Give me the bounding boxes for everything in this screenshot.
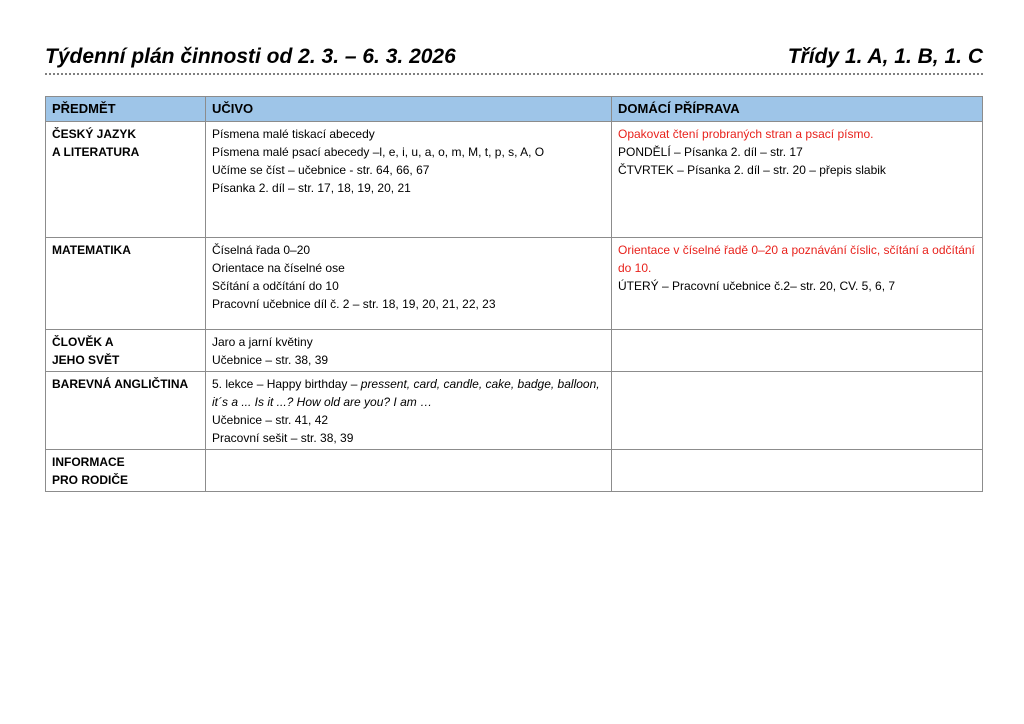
page-title: Týdenní plán činnosti od 2. 3. – 6. 3. 2026 [45, 45, 456, 68]
content-cell [206, 450, 612, 492]
content-line: Písanka 2. díl – str. 17, 18, 19, 20, 21 [212, 181, 411, 195]
table-row [46, 330, 983, 372]
subject-line: MATEMATIKA [52, 243, 131, 257]
homework-cell [612, 330, 983, 372]
content-line: Písmena malé tiskací abecedy [212, 127, 375, 141]
content-line: Učebnice – str. 38, 39 [212, 353, 329, 367]
table-row [46, 122, 983, 238]
content-line: Jaro a jarní květiny [212, 335, 313, 349]
column-header-content: UČIVO [206, 97, 612, 122]
lesson-vocabulary: pressent, card, candle, cake, badge, balloon, it´s a ... Is it ...? How old are you? I am … [212, 377, 600, 409]
content-line: Pracovní sešit – str. 38, 39 [212, 431, 354, 445]
homework-highlight: Opakovat čtení probraných stran a psací písmo. [618, 127, 874, 141]
heading-divider [45, 73, 983, 75]
homework-cell [612, 122, 983, 238]
subject-line: JEHO SVĚT [52, 353, 120, 367]
subject-cell [46, 372, 206, 450]
homework-cell [612, 238, 983, 330]
table-row [46, 450, 983, 492]
content-cell [206, 122, 612, 238]
homework-line: ČTVRTEK – Písanka 2. díl – str. 20 – přepis slabik [618, 163, 886, 177]
homework-line: PONDĚLÍ – Písanka 2. díl – str. 17 [618, 145, 803, 159]
subject-line: PRO RODIČE [52, 473, 129, 487]
content-cell [206, 330, 612, 372]
content-line: Písmena malé psací abecedy –l, e, i, u, a, o, m, M, t, p, s, A, O [212, 145, 545, 159]
subject-cell [46, 450, 206, 492]
content-cell [206, 238, 612, 330]
homework-cell [612, 450, 983, 492]
subject-line: ČLOVĚK A [52, 335, 114, 349]
homework-cell [612, 372, 983, 450]
subject-line: A LITERATURA [52, 145, 140, 159]
subject-cell [46, 122, 206, 238]
content-line: Orientace na číselné ose [212, 261, 345, 275]
weekly-plan-table [45, 96, 983, 492]
subject-cell [46, 238, 206, 330]
content-line: Pracovní učebnice díl č. 2 – str. 18, 19, 20, 21, 22, 23 [212, 297, 496, 311]
table-row [46, 372, 983, 450]
subject-cell [46, 330, 206, 372]
content-cell [206, 372, 612, 450]
homework-line: ÚTERÝ – Pracovní učebnice č.2– str. 20, CV. 5, 6, 7 [618, 279, 896, 293]
page-heading [45, 44, 983, 70]
table-row [46, 238, 983, 330]
content-line: Učebnice – str. 41, 42 [212, 413, 329, 427]
column-header-subject: PŘEDMĚT [46, 97, 206, 122]
homework-highlight: Orientace v číselné řadě 0–20 a poznávání číslic, sčítání a odčítání do 10. [618, 243, 975, 275]
subject-line: ČESKÝ JAZYK [52, 127, 137, 141]
column-header-homework: DOMÁCÍ PŘÍPRAVA [612, 97, 983, 122]
lesson-line [212, 375, 605, 411]
subject-line: INFORMACE [52, 455, 125, 469]
table-header-row [46, 97, 983, 122]
content-line: Číselná řada 0–20 [212, 243, 311, 257]
subject-line: BAREVNÁ ANGLIČTINA [52, 377, 189, 391]
content-line: Učíme se číst – učebnice - str. 64, 66, 67 [212, 163, 430, 177]
class-list: Třídy 1. A, 1. B, 1. C [787, 45, 983, 68]
content-line: Sčítání a odčítání do 10 [212, 279, 339, 293]
lesson-title: 5. lekce – Happy birthday – [212, 377, 361, 391]
